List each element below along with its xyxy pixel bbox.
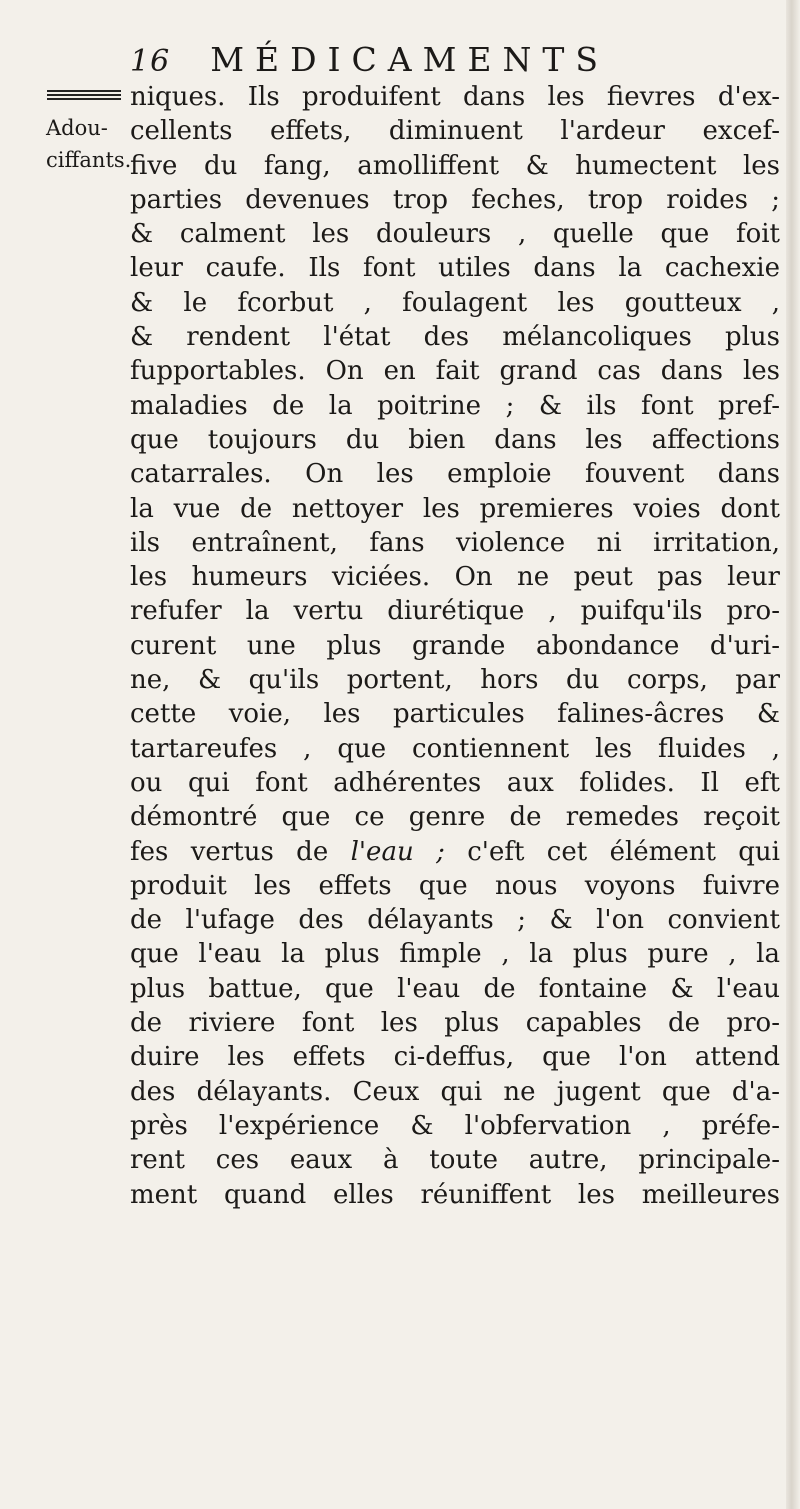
- text-line: ils entraînent, fans violence ni irritation,: [130, 527, 780, 558]
- text-line: leur caufe. Ils font utiles dans la cachexie: [130, 253, 780, 284]
- running-title: MÉDICAMENTS: [210, 40, 610, 79]
- text-line-with-italic: [130, 835, 780, 869]
- text-line: refufer la vertu diurétique , puifqu'ils pro-: [130, 596, 780, 627]
- text-line: curent une plus grande abondance d'uri-: [130, 630, 780, 661]
- text-line: rent ces eaux à toute autre, principale-: [130, 1145, 780, 1176]
- page-number: 16: [130, 44, 171, 79]
- margin-rule-ornament: [47, 90, 121, 102]
- text-line: plus battue, que l'eau de fontaine & l'eau: [130, 973, 780, 1004]
- text-line: les humeurs viciées. On ne peut pas leur: [130, 562, 780, 593]
- text-line: que l'eau la plus fimple , la plus pure , la: [130, 939, 780, 970]
- text-line: cellents effets, diminuent l'ardeur excef-: [130, 116, 780, 147]
- text-line: de l'ufage des délayants ; & l'on convient: [130, 905, 780, 936]
- text-line: démontré que ce genre de remedes reçoit: [130, 802, 780, 833]
- page-gutter-shadow: [786, 0, 800, 1509]
- text-line: ou qui font adhérentes aux folides. Il eft: [130, 767, 780, 798]
- marginal-note: [46, 112, 132, 176]
- text-line: produit les effets que nous voyons fuivre: [130, 870, 780, 901]
- page-header: [130, 40, 770, 84]
- text-line: parties devenues trop feches, trop roides ;: [130, 184, 780, 215]
- text-line: cette voie, les particules falines-âcres &: [130, 699, 780, 730]
- italic-term: l'eau ;: [350, 836, 445, 867]
- text-line: & calment les douleurs , quelle que foit: [130, 219, 780, 250]
- text-line: five du fang, amolliffent & humectent les: [130, 150, 780, 181]
- text-line: ment quand elles réuniffent les meilleures: [130, 1179, 780, 1210]
- text-line: niques. Ils produifent dans les fievres d'ex-: [130, 82, 780, 112]
- body-text: [130, 80, 780, 1212]
- text-line: de riviere font les plus capables de pro-: [130, 1008, 780, 1039]
- text-line: près l'expérience & l'obfervation , préfe-: [130, 1110, 780, 1141]
- text-line: des délayants. Ceux qui ne jugent que d'a-: [130, 1076, 780, 1107]
- text-line: catarrales. On les emploie fouvent dans: [130, 459, 780, 490]
- marginal-note-line: Adou-: [46, 116, 108, 140]
- text-fragment: fes vertus de: [130, 836, 329, 867]
- marginal-note-line: ciffants.: [46, 148, 132, 172]
- text-line: la vue de nettoyer les premieres voies dont: [130, 493, 780, 524]
- text-line: & le fcorbut , foulagent les goutteux ,: [130, 287, 780, 318]
- text-line: & rendent l'état des mélancoliques plus: [130, 322, 780, 353]
- text-line: duire les effets ci-deffus, que l'on attend: [130, 1042, 780, 1073]
- text-line: que toujours du bien dans les affections: [130, 424, 780, 455]
- text-line: fupportables. On en fait grand cas dans les: [130, 356, 780, 387]
- text-fragment: c'eft cet élément qui: [467, 836, 780, 867]
- text-line: maladies de la poitrine ; & ils font pref-: [130, 390, 780, 421]
- text-line: ne, & qu'ils portent, hors du corps, par: [130, 665, 780, 696]
- text-line: tartareufes , que contiennent les fluides ,: [130, 733, 780, 764]
